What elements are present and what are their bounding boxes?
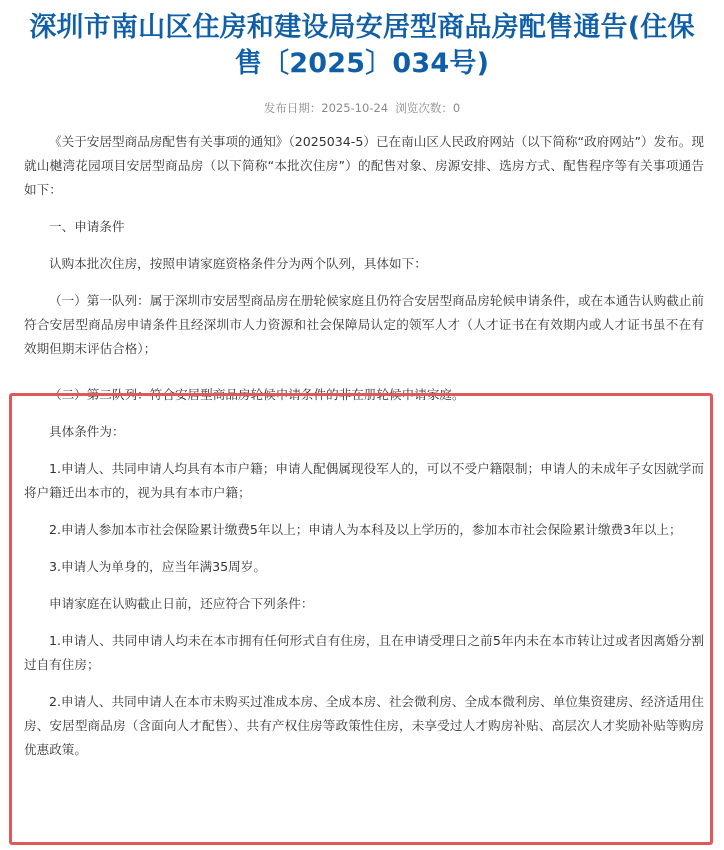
queue-overview-paragraph: 认购本批次住房，按照申请家庭资格条件分为两个队列，具体如下： <box>49 256 427 271</box>
article-body <box>24 130 704 775</box>
condition-no-owned-housing: 1.申请人、共同申请人均未在本市拥有任何形式自有住房，且在申请受理日之前5年内未在本市转让过或者因离婚分割过自有住房； <box>24 633 704 672</box>
condition-household-registration: 1.申请人、共同申请人均具有本市户籍；申请人配偶属现役军人的，可以不受户籍限制；申请人的未成年子女因就学而将户籍迁出本市的，视为具有本市户籍； <box>24 461 704 500</box>
condition-social-insurance: 2.申请人参加本市社会保险累计缴费5年以上；申请人为本科及以上学历的，参加本市社会保险累计缴费3年以上； <box>49 522 682 537</box>
section-heading-application-conditions: 一、申请条件 <box>49 219 125 234</box>
intro-paragraph: 《关于安居型商品房配售有关事项的通知》（2025034-5）已在南山区人民政府网站（以下简称“政府网站”）发布。现就山樾湾花园项目安居型商品房（以下简称“本批次住房”）的配售对象、房源安排、选房方式、配售程序等有关事项通告如下： <box>24 134 704 197</box>
first-queue-paragraph: （一）第一队列：属于深圳市安居型商品房在册轮候家庭且仍符合安居型商品房轮候申请条件，或在本通告认购截止前符合安居型商品房申请条件且经深圳市人力资源和社会保障局认定的领军人才（人才证书在有效期内或人才证书虽不在有效期但期末评估合格）； <box>24 293 704 356</box>
condition-no-policy-housing: 2.申请人、共同申请人在本市未购买过准成本房、全成本房、社会微利房、全成本微利房、单位集资建房、经济适用住房、安居型商品房（含面向人才配售）、共有产权住房等政策性住房，未享受过人才购房补贴、高层次人才奖励补贴等购房优惠政策。 <box>24 694 704 757</box>
page-title: 深圳市南山区住房和建设局安居型商品房配售通告(住保售〔2025〕034号) <box>29 12 695 79</box>
view-count-label: 浏览次数： <box>395 101 453 115</box>
article-meta <box>0 100 724 116</box>
second-queue-paragraph: （二）第二队列：符合安居型商品房轮候申请条件的非在册轮候申请家庭。 <box>49 387 465 402</box>
view-count-value: 0 <box>452 101 461 115</box>
specific-conditions-heading: 具体条件为： <box>49 424 125 439</box>
additional-conditions-heading: 申请家庭在认购截止日前，还应符合下列条件： <box>49 596 314 611</box>
condition-single-age: 3.申请人为单身的，应当年满35周岁。 <box>49 559 266 574</box>
publish-date-label: 发布日期： <box>263 101 322 115</box>
publish-date-value: 2025-10-24 <box>321 101 389 115</box>
